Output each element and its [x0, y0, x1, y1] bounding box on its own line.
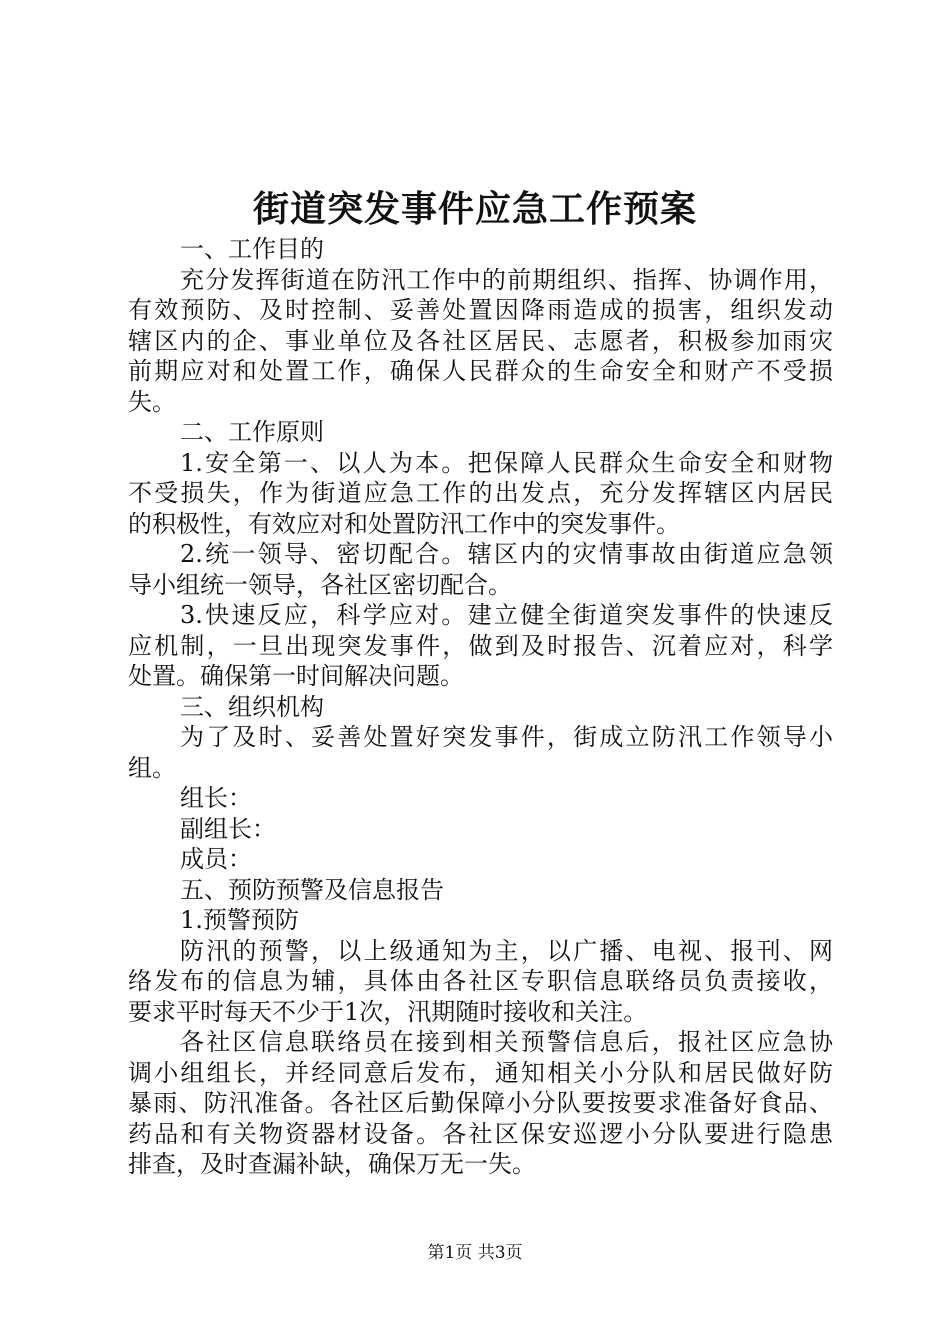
text-line: 暴雨、防汛准备。各社区后勤保障小分队要按要求准备好食品、 — [128, 1089, 833, 1117]
text-line: 防汛的预警，以上级通知为主，以广播、电视、报刊、网 — [180, 936, 833, 965]
document-title: 街道突发事件应急工作预案 — [252, 188, 697, 230]
text-line: 不受损失，作为街道应急工作的出发点，充分发挥辖区内居民 — [128, 479, 833, 507]
text-line: 一、工作目的 — [180, 235, 324, 263]
text-line: 导小组统一领导，各社区密切配合。 — [128, 570, 512, 599]
text-line: 充分发挥街道在防汛工作中的前期组织、指挥、协调作用， — [180, 265, 833, 294]
text-line: 排查，及时查漏补缺，确保万无一失。 — [128, 1150, 536, 1178]
text-line: 副组长： — [180, 814, 276, 843]
text-line: 的积极性，有效应对和处置防汛工作中的突发事件。 — [128, 509, 680, 538]
text-line: 要求平时每天不少于1次，汛期随时接收和关注。 — [128, 997, 648, 1026]
text-line: 失。 — [128, 387, 176, 416]
text-line: 络发布的信息为辅，具体由各社区专职信息联络员负责接收， — [128, 967, 833, 995]
text-line: 1.预警预防 — [180, 906, 299, 934]
text-line: 药品和有关物资器材设备。各社区保安巡逻小分队要进行隐患 — [128, 1119, 833, 1148]
text-line: 各社区信息联络员在接到相关预警信息后，报社区应急协 — [180, 1028, 833, 1056]
text-line: 组长： — [180, 784, 252, 812]
text-line: 为了及时、妥善处置好突发事件，街成立防汛工作领导小 — [180, 723, 833, 751]
text-line: 五、预防预警及信息报告 — [180, 875, 444, 904]
text-line: 前期应对和处置工作，确保人民群众的生命安全和财产不受损 — [128, 357, 833, 385]
text-line: 二、工作原则 — [180, 418, 324, 446]
text-line: 调小组组长，并经同意后发布，通知相关小分队和居民做好防 — [128, 1058, 833, 1087]
text-line: 组。 — [128, 753, 176, 782]
text-line: 3.快速反应，科学应对。建立健全街道突发事件的快速反 — [180, 601, 833, 629]
text-line: 应机制，一旦出现突发事件，做到及时报告、沉着应对，科学 — [128, 631, 833, 660]
text-line: 有效预防、及时控制、妥善处置因降雨造成的损害，组织发动 — [128, 296, 833, 324]
text-line: 1.安全第一、以人为本。把保障人民群众生命安全和财物 — [180, 448, 833, 477]
page-footer: 第1页 共3页 — [427, 1243, 523, 1263]
text-line: 三、组织机构 — [180, 692, 324, 721]
text-line: 辖区内的企、事业单位及各社区居民、志愿者，积极参加雨灾 — [128, 326, 833, 355]
text-line: 2.统一领导、密切配合。辖区内的灾情事故由街道应急领 — [180, 540, 833, 568]
document-body — [128, 234, 833, 1180]
text-line: 处置。确保第一时间解决问题。 — [128, 662, 464, 690]
text-line: 成员： — [180, 845, 252, 873]
